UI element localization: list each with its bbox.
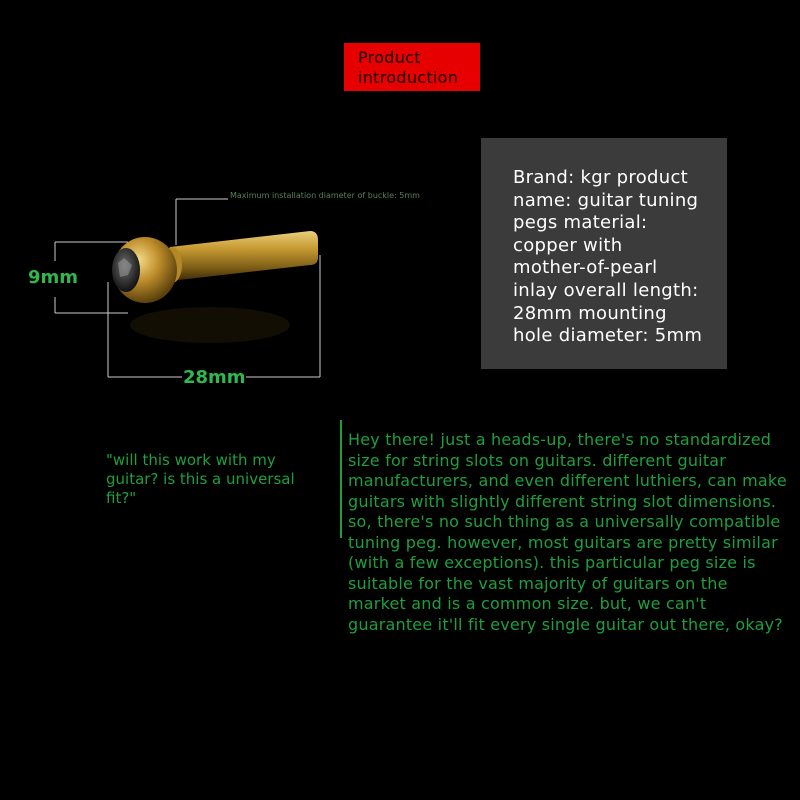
guitar-peg-icon — [20, 185, 450, 395]
faq-divider — [340, 420, 342, 538]
spec-line: hole diameter: 5mm — [513, 325, 703, 347]
installation-note: Maximum installation diameter of buckle: 5mm — [230, 191, 420, 200]
spec-line: Brand: kgr product — [513, 167, 689, 188]
spec-line: inlay overall length: — [513, 279, 699, 301]
spec-panel — [481, 138, 727, 369]
spec-line: name: guitar tuning — [513, 189, 699, 211]
faq-question: "will this work with my guitar? is this a universal fit?" — [106, 451, 295, 507]
product-introduction-badge: Product introduction — [344, 43, 480, 91]
length-dimension-label: 28mm — [183, 367, 246, 388]
spec-line: copper with — [513, 234, 623, 256]
faq-answer: Hey there! just a heads-up, there's no standardized size for string slots on guitars. different guitar manufacturers, and even different luthiers, can make guitars with slightly different string slot dimensions. so, there's no such thing as a universally compatible tuning peg. however, most guitars are pretty similar (with a few exceptions). this particular peg size is suitable for the vast majority of guitars on the market and is a common size. but, we can't guarantee it'll fit every single guitar out there, okay? — [348, 430, 787, 634]
height-dimension-label: 9mm — [28, 267, 79, 288]
spec-line: pegs material: — [513, 212, 648, 234]
spec-line: 28mm mounting — [513, 302, 667, 324]
spec-line: mother-of-pearl — [513, 257, 658, 279]
